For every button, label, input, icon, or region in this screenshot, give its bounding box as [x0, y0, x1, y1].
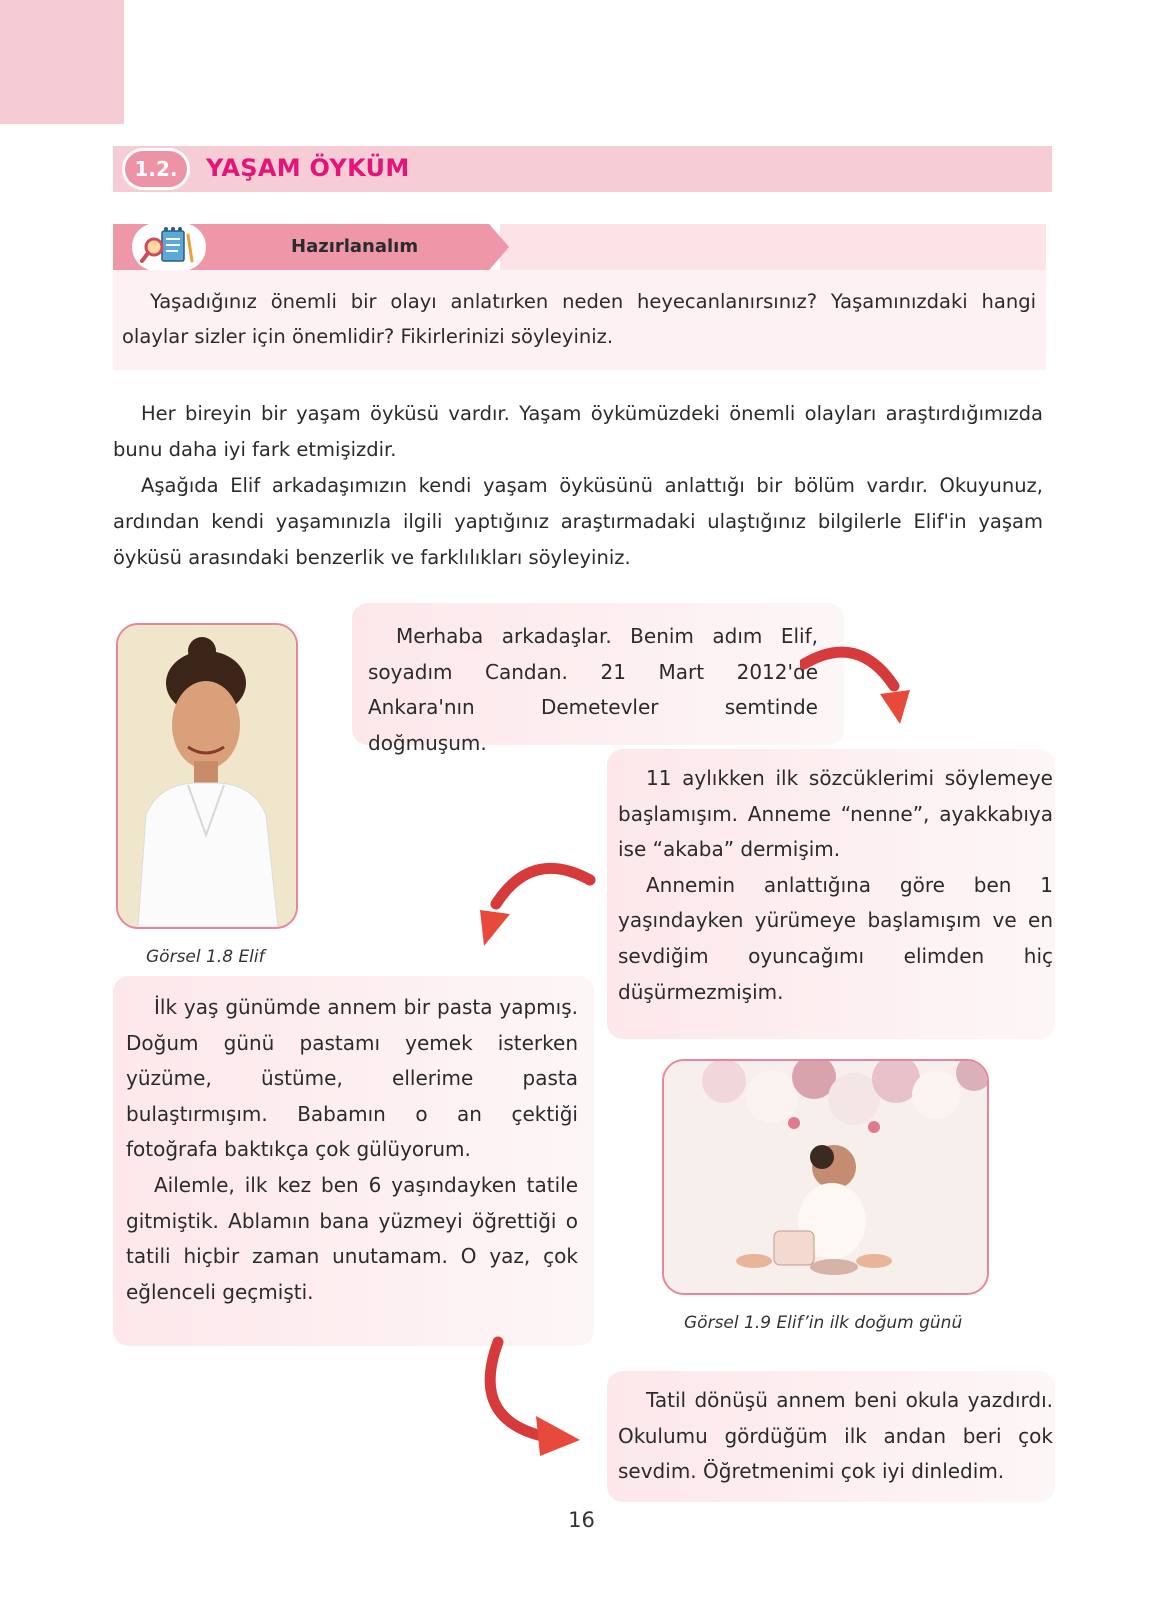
page-number: 16: [568, 1508, 595, 1532]
story-card-3-text-1: İlk yaş günümde annem bir pasta yapmış. Doğum günü pastamı yemek isterken yüzüme, üstüme, ellerime pasta bulaştırmışım. Babamın o an çektiği fotoğrafa baktıkça çok gülüyorum.: [126, 995, 578, 1162]
story-card-1: [352, 603, 844, 755]
story-card-2-text-2: Annemin anlattığına göre ben 1 yaşındayken yürümeye başlamışım ve en sevdiğim oyuncağımı elimden hiç düşürmezmişim.: [618, 872, 1053, 1004]
prep-label: Hazırlanalım: [291, 236, 419, 257]
story-card-1-text: Merhaba arkadaşlar. Benim adım Elif, soyadım Candan. 21 Mart 2012'de Ankara'nın Demetevler semtinde doğmuşum.: [368, 624, 818, 755]
curved-arrow-down-left-icon: [466, 858, 596, 956]
intro-text: [113, 396, 1043, 576]
caption-photo1: Görsel 1.8 Elif: [146, 947, 265, 967]
girl-portrait-image: [118, 625, 296, 927]
prep-icon-badge: [132, 223, 206, 271]
prep-question: Yaşadığınız önemli bir olayı anlatırken neden heyecanlanırsınız? Yaşamınızdaki hangi olaylar sizler için önemlidir? Fikirlerinizi söyleyiniz.: [113, 270, 1046, 370]
curved-arrow-down-right-icon: [800, 636, 924, 736]
story-card-4: [607, 1371, 1055, 1502]
prep-header-strip: [500, 224, 1046, 270]
corner-decoration: [0, 0, 124, 124]
photo-birthday: [662, 1059, 989, 1295]
story-card-4-text: Tatil dönüşü annem beni okula yazdırdı. Okulumu gördüğüm ilk andan beri çok sevdim. Öğretmenimi çok iyi dinledim.: [618, 1388, 1053, 1484]
baby-birthday-image: [664, 1061, 987, 1293]
section-number: 1.2.: [122, 148, 190, 190]
section-title: YAŞAM ÖYKÜM: [206, 154, 410, 182]
intro-paragraph-1: Her bireyin bir yaşam öyküsü vardır. Yaşam öykümüzdeki önemli olayları araştırdığımızda bunu daha iyi fark etmişizdir.: [113, 402, 1043, 461]
story-card-2-text-1: 11 aylıkken ilk sözcüklerimi söylemeye başlamışım. Anneme “nenne”, ayakkabıya ise “akaba” dermişim.: [618, 766, 1053, 862]
curved-arrow-right-icon: [470, 1336, 588, 1460]
notebook-magnifier-icon: [132, 223, 206, 271]
caption-photo2: Görsel 1.9 Elif’in ilk doğum günü: [684, 1313, 963, 1333]
intro-paragraph-2: Aşağıda Elif arkadaşımızın kendi yaşam öyküsünü anlattığı bir bölüm vardır. Okuyunuz, ardından kendi yaşamınızla ilgili yaptığınız araştırmadaki ulaştığınız bilgilerle Elif'in yaşam öyküsü arasındaki benzerlik ve farklılıkları söyleyiniz.: [113, 474, 1043, 569]
story-card-3-text-2: Ailemle, ilk kez ben 6 yaşındayken tatile gitmiştik. Ablamın bana yüzmeyi öğrettiği o tatili hiçbir zaman unutamam. O yaz, çok eğlenceli geçmişti.: [126, 1172, 578, 1304]
story-card-3: [113, 976, 594, 1346]
story-card-2: [607, 749, 1055, 1039]
photo-elif: [116, 623, 298, 929]
